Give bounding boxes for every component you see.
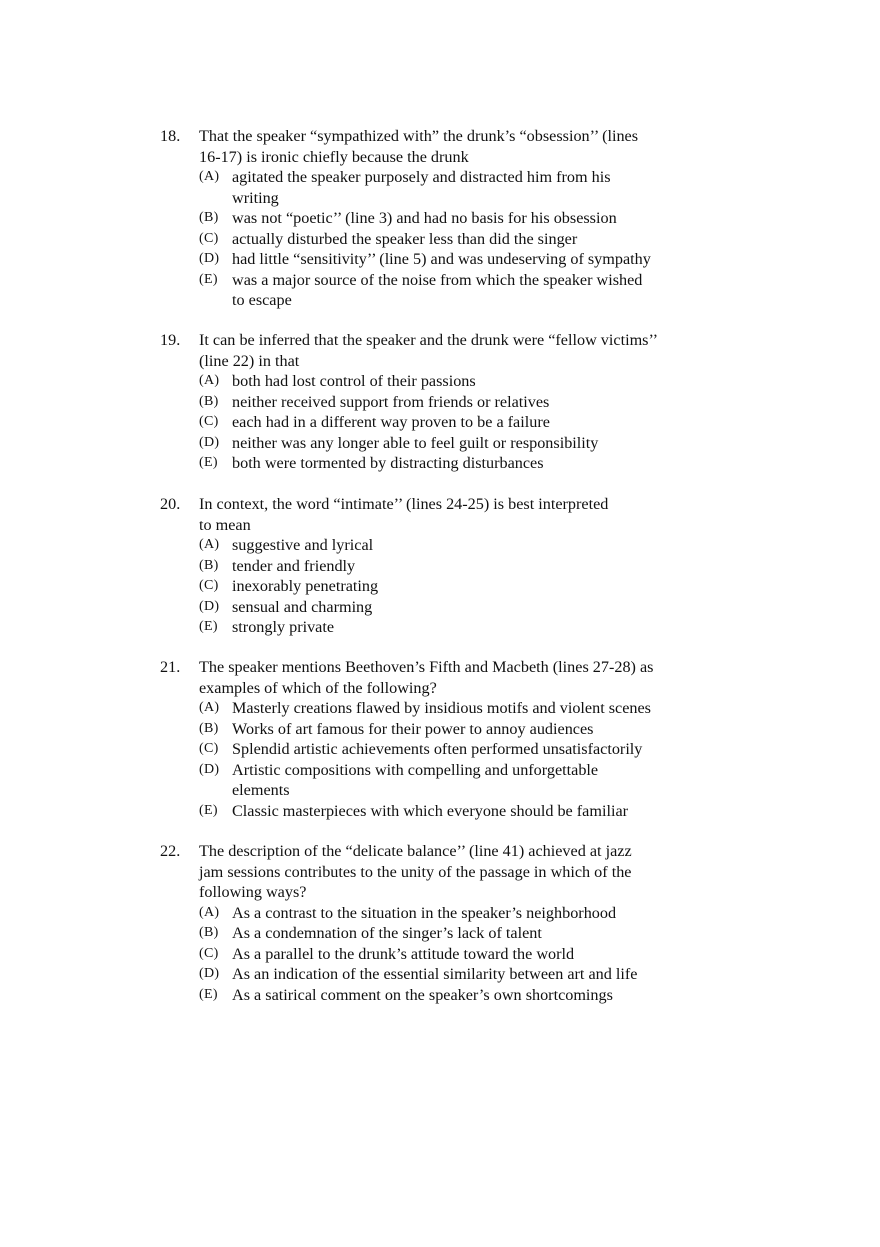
answer-choice-b[interactable] (199, 392, 700, 413)
answer-choice-a[interactable] (199, 167, 700, 208)
choice-letter: (B) (199, 557, 219, 573)
answer-choice-d[interactable] (199, 249, 700, 270)
answer-choice-b[interactable] (199, 719, 700, 740)
choice-letter: (E) (199, 986, 218, 1002)
question-stem: The description of the “delicate balance’’ (line 41) achieved at jazz jam sessions contributes to the unity of the passage in which of the following ways? (199, 842, 632, 901)
choice-letter: (E) (199, 619, 218, 634)
answer-choices (199, 698, 700, 821)
choice-letter: (B) (199, 720, 219, 736)
answer-choices (199, 903, 700, 1006)
answer-choice-b[interactable] (199, 556, 700, 577)
choice-text: inexorably penetrating (232, 577, 379, 595)
question-19 (160, 330, 700, 474)
choice-text: both were tormented by distracting disturbances (232, 454, 544, 472)
answer-choice-b[interactable] (199, 208, 700, 229)
answer-choice-c[interactable] (199, 576, 700, 597)
answer-choice-a[interactable] (199, 903, 700, 924)
question-18 (160, 126, 700, 311)
answer-choice-e[interactable] (199, 801, 700, 822)
choice-text: agitated the speaker purposely and distracted him from his writing (232, 168, 611, 207)
answer-choice-b[interactable] (199, 923, 700, 944)
choice-letter: (A) (199, 904, 220, 920)
answer-choice-d[interactable] (199, 760, 700, 801)
choice-letter: (B) (199, 925, 219, 940)
question-header (160, 841, 700, 903)
choice-text: Masterly creations flawed by insidious motifs and violent scenes (232, 699, 651, 717)
choice-letter: (C) (199, 414, 219, 429)
choice-letter: (D) (199, 966, 220, 981)
question-header (160, 494, 700, 535)
choice-text: neither received support from friends or relatives (232, 392, 550, 411)
choice-text: Classic masterpieces with which everyone should be familiar (232, 801, 629, 820)
question-stem: The speaker mentions Beethoven’s Fifth and Macbeth (lines 27-28) as examples of which of the following? (199, 658, 654, 697)
choice-text: Artistic compositions with compelling and unforgettable elements (232, 760, 599, 799)
choice-letter: (C) (199, 578, 219, 593)
choice-text: actually disturbed the speaker less than did the singer (232, 229, 578, 248)
choice-letter: (A) (199, 700, 220, 715)
question-header (160, 330, 700, 371)
choice-letter: (D) (199, 251, 220, 266)
choice-letter: (C) (199, 230, 219, 246)
choice-letter: (E) (199, 271, 218, 287)
choice-letter: (D) (199, 598, 220, 614)
answer-choices (199, 535, 700, 638)
question-stem: In context, the word “intimate’’ (lines 24-25) is best interpreted to mean (199, 495, 609, 534)
answer-choice-d[interactable] (199, 597, 700, 618)
choice-text: As a contrast to the situation in the speaker’s neighborhood (232, 903, 617, 922)
choice-letter: (D) (199, 434, 220, 450)
question-stem: That the speaker “sympathized with” the drunk’s “obsession’’ (lines 16-17) is ironic chiefly because the drunk (199, 127, 639, 166)
question-stem: It can be inferred that the speaker and the drunk were “fellow victims’’ (line 22) in that (199, 331, 659, 370)
choice-text: was a major source of the noise from which the speaker wished to escape (232, 270, 643, 309)
answer-choice-a[interactable] (199, 535, 700, 556)
answer-choice-c[interactable] (199, 412, 700, 433)
choice-letter: (C) (199, 945, 219, 961)
choice-letter: (A) (199, 169, 220, 184)
answer-choices (199, 371, 700, 474)
choice-text: suggestive and lyrical (232, 536, 374, 554)
question-22 (160, 841, 700, 1005)
choice-text: As a condemnation of the singer’s lack of talent (232, 924, 542, 942)
answer-choice-e[interactable] (199, 453, 700, 474)
choice-text: each had in a different way proven to be a failure (232, 413, 550, 431)
question-header (160, 126, 700, 167)
question-number: 22. (160, 842, 181, 860)
answer-choice-a[interactable] (199, 698, 700, 719)
choice-text: both had lost control of their passions (232, 372, 476, 390)
answer-choice-a[interactable] (199, 371, 700, 392)
choice-letter: (C) (199, 741, 219, 756)
answer-choice-c[interactable] (199, 739, 700, 760)
choice-text: As an indication of the essential similarity between art and life (232, 965, 638, 983)
choice-text: As a satirical comment on the speaker’s own shortcomings (232, 985, 613, 1004)
answer-choice-e[interactable] (199, 617, 700, 638)
choice-letter: (A) (199, 537, 220, 552)
choice-letter: (B) (199, 393, 219, 409)
question-21 (160, 657, 700, 821)
choice-text: sensual and charming (232, 597, 373, 616)
answer-choice-d[interactable] (199, 433, 700, 454)
choice-letter: (B) (199, 210, 219, 225)
choice-letter: (D) (199, 761, 220, 777)
choice-text: neither was any longer able to feel guilt or responsibility (232, 433, 599, 452)
question-number: 21. (160, 658, 181, 676)
choice-text: had little “sensitivity’’ (line 5) and was undeserving of sympathy (232, 250, 651, 268)
choice-text: was not “poetic’’ (line 3) and had no basis for his obsession (232, 209, 617, 227)
choice-letter: (A) (199, 373, 220, 388)
choice-letter: (E) (199, 802, 218, 818)
answer-choice-c[interactable] (199, 229, 700, 250)
choice-text: Splendid artistic achievements often performed unsatisfactorily (232, 740, 643, 758)
answer-choice-e[interactable] (199, 985, 700, 1006)
answer-choices (199, 167, 700, 311)
answer-choice-d[interactable] (199, 964, 700, 985)
answer-choice-c[interactable] (199, 944, 700, 965)
question-header (160, 657, 700, 698)
question-number: 20. (160, 495, 181, 513)
choice-letter: (E) (199, 455, 218, 470)
choice-text: Works of art famous for their power to annoy audiences (232, 719, 594, 738)
choice-text: As a parallel to the drunk’s attitude toward the world (232, 944, 575, 963)
question-number: 18. (160, 127, 181, 145)
question-number: 19. (160, 331, 181, 349)
question-20 (160, 494, 700, 638)
choice-text: tender and friendly (232, 556, 356, 575)
choice-text: strongly private (232, 618, 335, 636)
answer-choice-e[interactable] (199, 270, 700, 311)
